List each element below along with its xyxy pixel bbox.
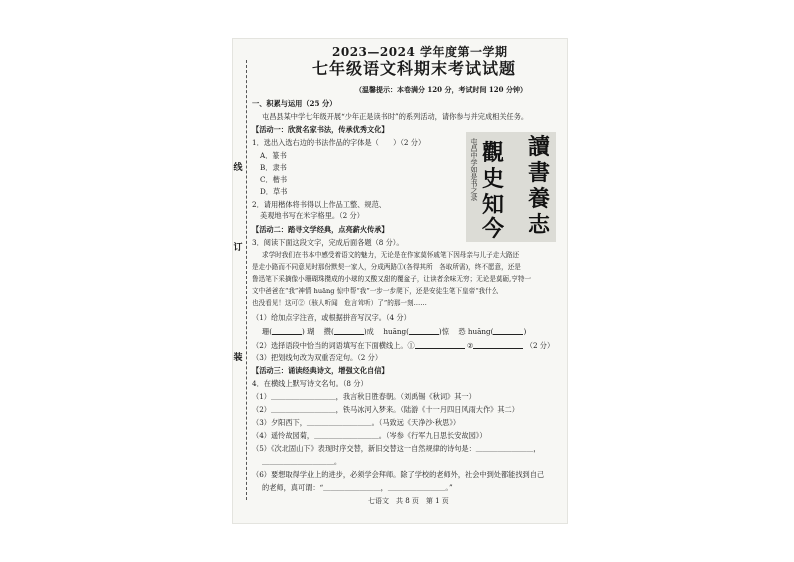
poem-line: （1）＿＿＿＿＿＿＿＿＿，我言秋日胜春朝。（刘禹锡《秋词》其一） (252, 392, 476, 401)
poem-line: （6）要想取得学业上的进步，必须学会拜师。除了学校的老师外，社会中到处都能找到自己 (252, 470, 545, 479)
question-4: 4．在横线上默写诗文名句。（8 分） (252, 379, 368, 388)
poem-line: （5）《次北固山下》表现时序交替，新旧交替这一自然规律的诗句是：＿＿＿＿＿＿＿＿， (252, 444, 541, 453)
question-1: 1．选出入选右边的书法作品的字体是（ ）（2 分） (252, 138, 426, 147)
activity-three: 【活动三：诵读经典诗文，增强文化自信】 (252, 366, 389, 375)
option-d: D．草书 (260, 187, 288, 196)
calligraphy-char: 讀 (528, 134, 551, 160)
word-zan: 攒 (323, 326, 331, 336)
section-title: 一、积累与运用（25 分） (252, 99, 337, 108)
calligraphy-char: 志 (528, 212, 551, 238)
calligraphy-char: 觀 (482, 140, 505, 166)
question-2-line2: 美观地书写在米字格里。（2 分） (260, 211, 364, 220)
poem-line: 的老师，真可谓：“＿＿＿＿＿＿＿＿，＿＿＿＿＿＿＿＿。” (262, 483, 453, 492)
calligraphy-char: 書 (528, 160, 551, 186)
word-shan: 珊 (262, 326, 270, 336)
intro-line: 屯昌县某中学七年级开展“少年正是读书时”的系列活动，请你参与并完成相关任务。 (262, 112, 529, 121)
option-b: B．隶书 (260, 163, 287, 172)
answer-blank[interactable] (334, 327, 364, 335)
activity-two: 【活动二：踏寻文学经典，点亮薪火传承】 (252, 225, 389, 234)
word-konghuang: 恐 huāng (458, 326, 491, 336)
calligraphy-image (466, 132, 556, 242)
calligraphy-char: 史 (482, 166, 505, 192)
poem-line: （4）遥怜故园菊，＿＿＿＿＿＿＿＿＿。（岑参《行军九日思长安故园》） (252, 431, 487, 440)
sub-question-3: （3）把划线句改为双重否定句。（2 分） (252, 353, 383, 362)
calligraphy-char: 養 (528, 186, 551, 212)
poem-line: ＿＿＿＿＿＿＿＿＿＿。 (262, 457, 342, 466)
passage-line: 也没看见！这可②（骇人听闻 危言耸听）了”的那一刻…… (252, 299, 427, 307)
binding-char: 线 (233, 163, 243, 173)
calligraphy-char: 知 (482, 192, 505, 218)
calligraphy-inscription: 屯昌中学如是书之录 (470, 138, 478, 201)
page-footer: 七语文 共 8 页 第 1 页 (368, 497, 449, 505)
binding-char: 装 (233, 353, 243, 363)
pinyin-row: 珊( ) 瑚 攒( )成 huāng( )惊 恐 huāng( ) (262, 326, 527, 336)
calligraphy-char: 今 (482, 216, 505, 242)
question-3: 3．阅读下面这段文字，完成后面各题（8 分）。 (252, 238, 404, 247)
passage-line: 求学时我们在书本中感受着语文的魅力，无论是在作家莫怀戚笔下因母亲与儿子走大路还 (262, 251, 520, 259)
exam-title: 七年级语文科期末考试试题 (312, 59, 517, 78)
word-huang: huāng (383, 326, 407, 336)
answer-blank[interactable] (493, 327, 523, 335)
answer-blank[interactable] (272, 327, 302, 335)
question-2-line1: 2．请用楷体将书得以上作品工整、规范、 (252, 200, 386, 209)
passage-line: 文中爸爸在“我”神情 huāng 惊中帮“我”一步一步爬下，还是安徒生笔下皇帝“我什么 (252, 287, 499, 295)
passage-line: 鲁迅笔下采摘像小珊瑚珠攒成的小球的又酸又甜的覆盆子，让读者余味无穷；无论是莫砺,亨特一 (252, 275, 532, 283)
poem-line: （2）＿＿＿＿＿＿＿＿＿，铁马冰河入梦来。（陆游《十一月四日风雨大作》其二） (252, 405, 519, 414)
option-a: A．篆书 (260, 151, 287, 160)
answer-blank[interactable] (415, 341, 465, 349)
word-jing: 惊 (441, 326, 449, 336)
binding-char: 订 (233, 243, 243, 253)
exam-hint: （温馨提示：本卷满分 120 分，考试时间 120 分钟） (355, 85, 527, 94)
answer-blank[interactable] (409, 327, 439, 335)
passage-line: 是走小路而不同意见时那份默契一家人，分成两路①(各得其所 各取所需)，终不愿意，还是 (252, 263, 521, 271)
activity-one: 【活动一：欣赏名家书法，传承优秀文化】 (252, 125, 389, 134)
word-cheng: 成 (366, 326, 374, 336)
word-hu: 瑚 (307, 326, 315, 336)
option-c: C．楷书 (260, 175, 288, 184)
binding-margin (232, 60, 247, 500)
year-title: 2023—2024 学年度第一学期 (332, 45, 508, 59)
poem-line: （3）夕阳西下，＿＿＿＿＿＿＿＿＿。（马致远《天净沙·秋思》） (252, 418, 461, 427)
sub-question-1: （1）给加点字注音，或根据拼音写汉字。（4 分） (252, 313, 411, 322)
answer-blank[interactable] (473, 341, 523, 349)
sub-question-2: （2）选择语段中恰当的词语填写在下面横线上。① ② （2 分） (252, 340, 555, 350)
